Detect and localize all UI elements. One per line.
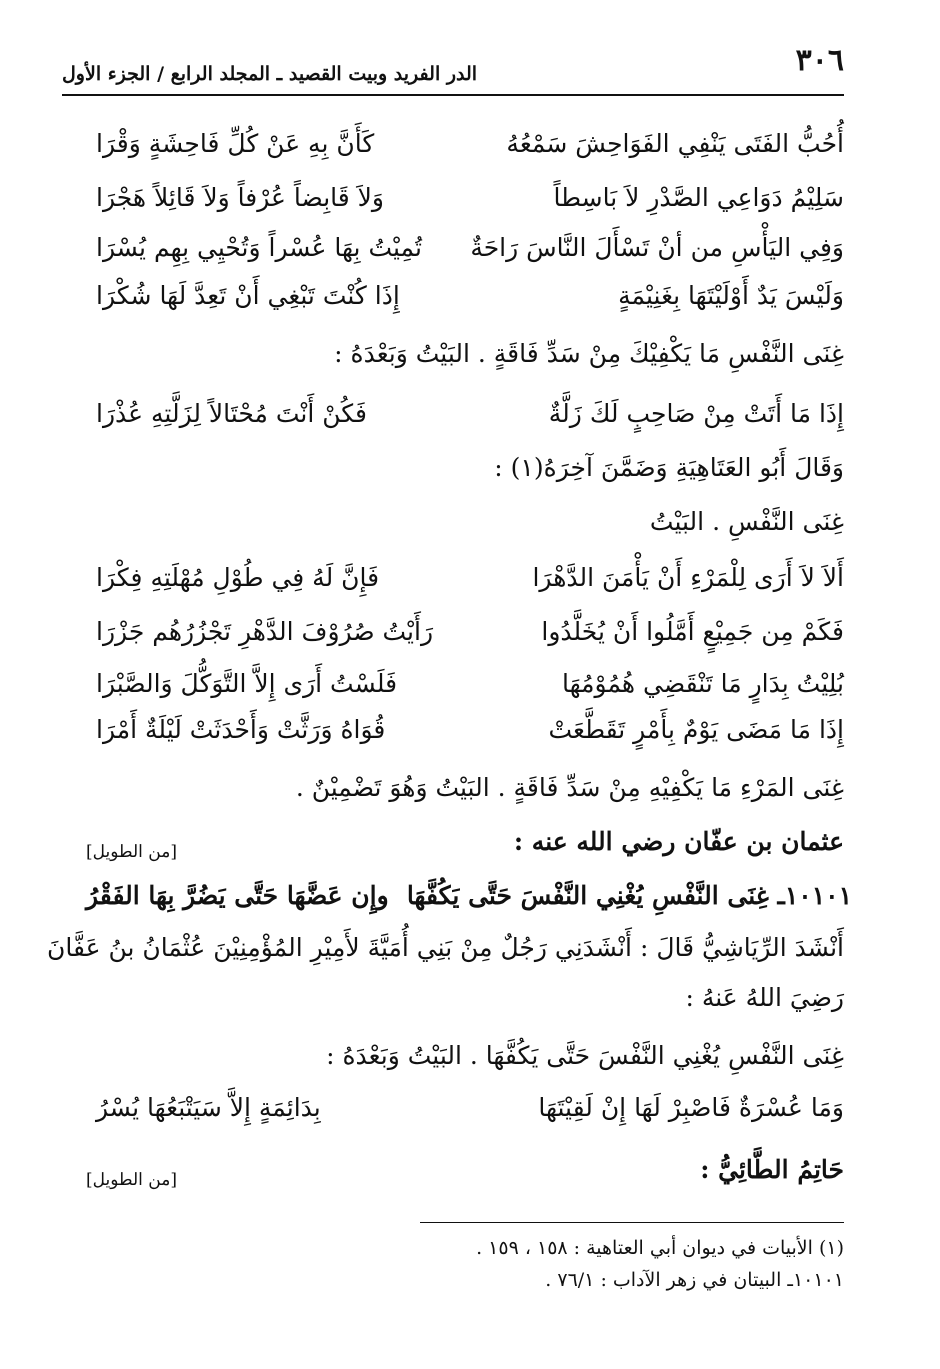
verse-line	[96, 392, 844, 436]
verse-line	[96, 122, 844, 166]
verse-first-hemistich: إِذَا مَا مَضَى يَوْمٌ بِأَمْرٍ تَقَطَّعَتْ	[548, 715, 844, 744]
verse-second-hemistich: قُوَاهُ وَرَثَّتْ وَأَحْدَثَتْ لَيْلَةٌ أَمْرَا	[96, 715, 386, 744]
verse-first-hemistich: بُلِيْتُ بِدَارٍ مَا تَنْقَضِي هُمُوْمُهَا	[562, 669, 844, 698]
meter-label: [من الطويل]	[86, 842, 177, 862]
verse-first-hemistich: سَلِيْمُ دَوَاعِي الصَّدْرِ لاَ بَاسِطاً	[553, 183, 844, 212]
verse-line	[96, 610, 844, 654]
verse-second-hemistich: كَأَنَّ بِهِ عَنْ كُلِّ فَاحِشَةٍ وَقْرَا	[96, 129, 375, 158]
verse-second-hemistich: إِذَا كُنْتَ تَبْغِي أَنْ تَعِدَّ لَهَا شُكْرَا	[96, 281, 400, 310]
verse-first-hemistich: وَلَيْسَ يَدٌ أَوْلَيْتَهَا بِغَنِيْمَةٍ	[618, 281, 844, 310]
verse-line	[96, 708, 844, 752]
verse-first-hemistich: فَكَمْ مِن جَمِيْعٍ أَمَّلُوا أَنْ يُخَلَّدُوا	[541, 617, 844, 646]
verse-second-hemistich: وَلاَ قَابِضاً عُرْفاً وَلاَ قَائِلاً هَجْرَا	[96, 183, 385, 212]
verse-line	[96, 662, 844, 706]
verse-second-hemistich: وإِن عَضَّهَا حَتَّى يَضُرَّ بِهَا الفَقْرُ	[86, 881, 389, 910]
verse-first-hemistich: وَفِي اليَأْسِ من أنْ تَسْأَلَ النَّاسَ رَاحَةٌ	[470, 233, 844, 262]
verse-second-hemistich: بِدَائِمَةٍ إِلاَّ سَيَتْبَعُهَا يُسْرُ	[96, 1093, 321, 1122]
verse-line	[96, 274, 844, 318]
prose-line: رَضِيَ اللهُ عَنهُ :	[685, 983, 844, 1012]
section-heading: عثمان بن عفّان رضي الله عنه :	[513, 827, 844, 856]
section-heading: حَاتِمُ الطَّائِيُّ :	[700, 1155, 844, 1184]
footnote-divider	[420, 1222, 844, 1223]
prose-line: غِنَى النَّفْسِ . البَيْتُ	[649, 507, 844, 536]
verse-line	[96, 1086, 844, 1130]
verse-first-hemistich: أُحُبُّ الفَتَى يَنْفِي الفَوَاحِشَ سَمْعُهُ	[506, 129, 844, 158]
footnote: (١) الأبيات في ديوان أبي العتاهية : ١٥٨ ، ١٥٩ .	[476, 1237, 844, 1259]
verse-line	[96, 176, 844, 220]
verse-second-hemistich: فَكُنْ أَنْتَ مُحْتَالاً لِزَلَّتِهِ عُذْرَا	[96, 399, 368, 428]
verse-second-hemistich: فَإِنَّ لَهُ فِي طُوْلِ مُهْلَتِهِ فِكْرَا	[96, 563, 380, 592]
page-number: ٣٠٦	[795, 43, 844, 78]
verse-second-hemistich: فَلَسْتُ أَرَى إِلاَّ التَّوَكُّلَ وَالصَّبْرَا	[96, 669, 398, 698]
prose-line: وَقَالَ أَبُو العَتَاهِيَةِ وَضَمَّنَ آخِرَهُ(١) :	[494, 453, 844, 482]
verse-first-hemistich: إِذَا مَا أَتَتْ مِنْ صَاحِبٍ لَكَ زَلَّةٌ	[548, 399, 844, 428]
prose-line: غِنَى النَّفْسِ يُغْنِي النَّفْسَ حَتَّى يَكُفَّهَا . البَيْتُ وَبَعْدَهُ :	[326, 1041, 844, 1070]
meter-label: [من الطويل]	[86, 1170, 177, 1190]
running-title: الدر الفريد وبيت القصيد ـ المجلد الرابع / الجزء الأول	[62, 63, 478, 85]
verse-first-hemistich: أَلاَ لاَ أَرَى لِلْمَرْءِ أَنْ يَأْمَنَ الدَّهْرَا	[532, 563, 844, 592]
verse-line	[96, 226, 844, 270]
verse-second-hemistich: تُمِيْتُ بِهَا عُسْراً وَتُحْيِي بِهِم يُسْرَا	[96, 233, 422, 262]
prose-line: أَنْشَدَ الرِّيَاشِيُّ قَالَ : أَنْشَدَنِي رَجُلٌ مِنْ بَنِي أُمَيَّةَ لأَمِيْرِ المُؤْمِنِيْنَ عُثْمَانُ بنُ عَفَّانَ	[47, 933, 844, 962]
page-header	[62, 44, 844, 96]
verse-line	[96, 556, 844, 600]
main-verse	[86, 874, 852, 918]
prose-line: غِنَى النَّفْسِ مَا يَكْفِيْكَ مِنْ سَدِّ فَاقَةٍ . البَيْتُ وَبَعْدَهُ :	[334, 339, 844, 368]
verse-first-hemistich: ١٠١٠١ـ غِنَى النَّفْسِ يُغْنِي النَّفْسَ حَتَّى يَكُفَّهَا	[406, 881, 852, 910]
verse-second-hemistich: رَأَيْتُ صُرُوْفَ الدَّهْرِ تَجْزُرُهُم جَزْرَا	[96, 617, 434, 646]
verse-first-hemistich: وَمَا عُسْرَةٌ فَاصْبِرْ لَهَا إِنْ لَقِيْتَهَا	[538, 1093, 844, 1122]
footnote: ١٠١٠١ـ البيتان في زهر الآداب : ٧٦/١ .	[545, 1269, 844, 1291]
prose-line: غِنَى المَرْءِ مَا يَكْفِيْهِ مِنْ سَدِّ فَاقَةٍ . البَيْتُ وَهُوَ تَضْمِيْنٌ .	[295, 773, 844, 802]
